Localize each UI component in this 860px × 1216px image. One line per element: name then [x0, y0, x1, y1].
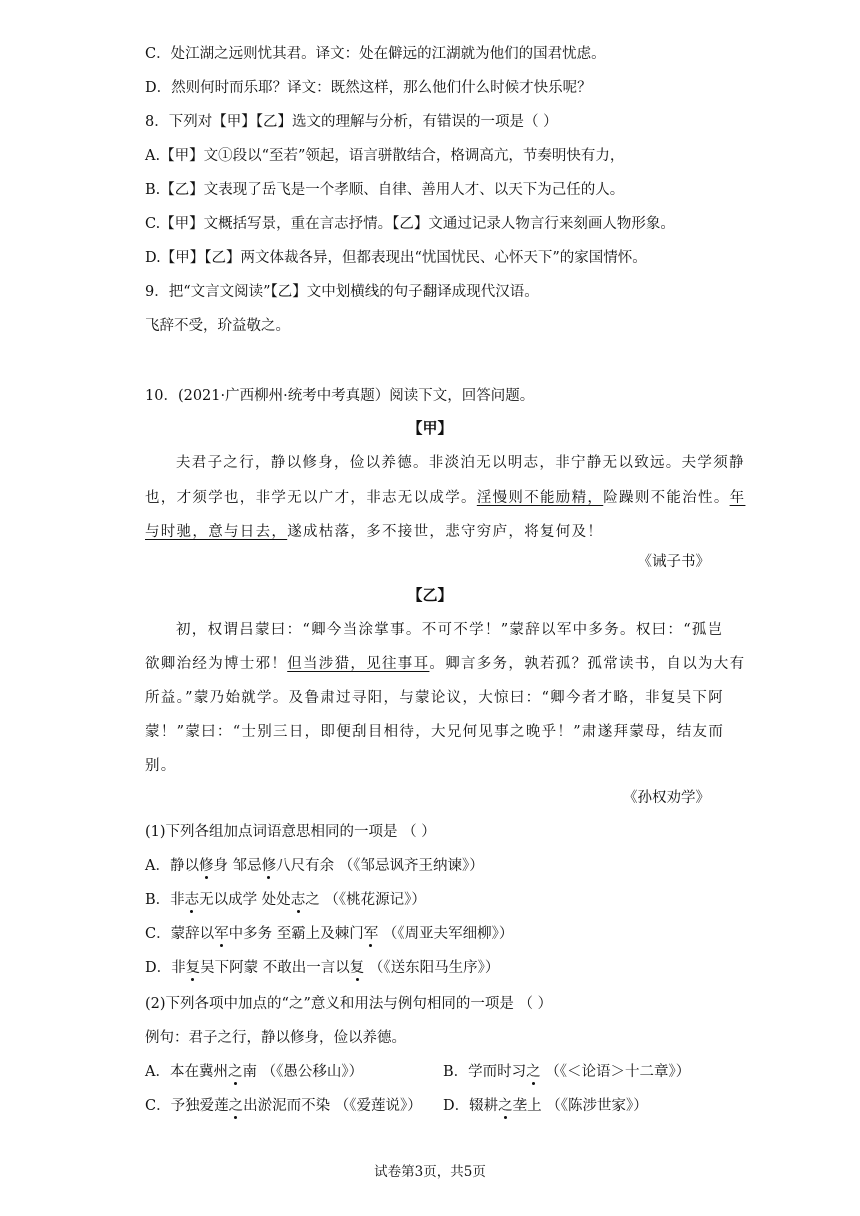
subquestion-2-option-c [145, 1098, 422, 1114]
passage-yi-line-1 [176, 620, 724, 640]
question-8-option-b: B.【乙】文表现了岳飞是一个孝顺、自律、善用人才、以天下为己任的人。 [145, 182, 625, 198]
passage-text: 也，才须学也，非学无以广才，非志无以成学。 [145, 490, 477, 506]
option-text: 出淤泥而不染 （《爱莲说》） [243, 1098, 422, 1114]
passage-text: 险躁则不能治性。 [603, 490, 730, 506]
option-c-prev: C．处江湖之远则忧其君。译文：处在僻远的江湖就为他们的国君忧虑。 [145, 46, 606, 62]
passage-yi-line-5: 别。 [145, 758, 177, 774]
underlined-sentence: 年 [729, 490, 746, 506]
subquestion-2-options-row-2 [145, 1096, 745, 1116]
passage-yi-title: 【乙】 [407, 586, 453, 604]
question-8-stem: 8．下列对【甲】【乙】选文的理解与分析，有错误的一项是（ ） [145, 114, 558, 130]
subquestion-1-option-d [145, 958, 499, 978]
passage-jia-line-2 [145, 488, 745, 508]
option-text: D．非 [145, 960, 186, 976]
subquestion-2-option-b [443, 1062, 690, 1082]
option-text: C．予独爱莲 [145, 1098, 229, 1114]
option-text: 吴下阿蒙 不敢出一言以 [200, 960, 350, 976]
dotted-word: 之 [227, 1064, 243, 1080]
dotted-word: 志 [290, 892, 306, 908]
question-10-stem: 10．(2021·广西柳州·统考中考真题）阅读下文，回答问题。 [145, 388, 535, 404]
dotted-word: 军 [214, 926, 229, 942]
dotted-word: 志 [184, 892, 200, 908]
dotted-word: 之 [228, 1098, 244, 1114]
page-footer: 试卷第3页，共5页 [374, 1164, 486, 1180]
option-text: 垄上 （《陈涉世家》） [512, 1098, 648, 1114]
passage-text: 遂成枯落，多不接世，悲守穷庐，将复何及！ [287, 524, 604, 540]
passage-jia-line-1 [176, 453, 745, 473]
option-text: B．学而时习 [443, 1064, 527, 1080]
option-text: （《周亚夫军细柳》） [378, 926, 514, 942]
question-8-option-a: A.【甲】文①段以“至若”领起，语言骈散结合，格调高亢，节奏明快有力， [145, 148, 625, 164]
dotted-word: 军 [363, 926, 379, 942]
passage-jia-line-3 [145, 522, 603, 542]
passage-yi-source: 《孙权劝学》 [623, 790, 710, 806]
question-9-sentence: 飞辞不受，玠益敬之。 [145, 318, 290, 334]
subquestion-1-option-c [145, 924, 513, 944]
option-text: A．静以 [145, 858, 199, 874]
subquestion-2-option-d [443, 1096, 648, 1116]
subquestion-2-example: 例句：君子之行，静以修身，俭以养德。 [145, 1030, 406, 1046]
option-text: 之 （《桃花源记》） [305, 892, 426, 908]
subquestion-2-options-row-1 [145, 1062, 745, 1082]
dotted-word: 复 [185, 960, 201, 976]
subquestion-2-option-a [145, 1064, 363, 1080]
option-text: 南 （《愚公移山》） [242, 1064, 364, 1080]
subquestion-1-option-b [145, 890, 426, 910]
option-text: （《送东阳马生序》） [364, 960, 500, 976]
question-8-option-d: D.【甲】【乙】两文体裁各异，但都表现出“忧国忧民、心怀天下”的家国情怀。 [145, 250, 647, 266]
option-text: 八尺有余 （《邹忌讽齐王纳谏》） [276, 858, 484, 874]
passage-yi-line-3: 所益。”蒙乃始就学。及鲁肃过寻阳，与蒙论议，大惊曰：“卿今者才略，非复吴下阿 [145, 690, 724, 706]
passage-jia-source: 《诫子书》 [637, 554, 710, 570]
option-d-prev: D．然则何时而乐耶？译文：既然这样，那么他们什么时候才快乐呢？ [145, 80, 592, 96]
dotted-word: 之 [526, 1064, 541, 1080]
question-9-stem: 9．把“文言文阅读”【乙】文中划横线的句子翻译成现代汉语。 [145, 284, 539, 300]
subquestion-2-stem: (2)下列各项中加点的“之”意义和用法与例句相同的一项是 （ ） [145, 996, 553, 1012]
underlined-sentence: 与时驰，意与日去， [145, 524, 288, 540]
passage-yi-line-4: 蒙！”蒙曰：“士别三日，即便刮目相待，大兄何见事之晚乎！”肃遂拜蒙母，结友而 [145, 724, 725, 740]
dotted-word: 之 [498, 1098, 513, 1114]
dotted-word: 修 [198, 858, 214, 874]
passage-text: 夫君子之行，静以修身，俭以养德。非淡泊无以明志，非宁静无以致远。夫学须静 [176, 455, 745, 471]
option-text: 中多务 至霸上及棘门 [228, 926, 364, 942]
option-text: D．辍耕 [443, 1098, 499, 1114]
passage-yi-line-2 [145, 654, 745, 674]
passage-jia-title: 【甲】 [407, 419, 453, 437]
underlined-sentence: 淫慢则不能励精， [476, 490, 604, 506]
subquestion-1-option-a [145, 856, 484, 876]
option-text: （《＜论语＞十二章》） [540, 1064, 691, 1080]
passage-text: 初，权谓吕蒙曰：“卿今当涂掌事。不可不学！”蒙辞以军中多务。权曰：“孤岂 [176, 622, 724, 638]
option-text: 无以成学 处处 [199, 892, 291, 908]
dotted-word: 复 [349, 960, 365, 976]
dotted-word: 修 [261, 858, 277, 874]
option-text: 身 邹忌 [213, 858, 262, 874]
passage-text: 欲卿治经为博士邪！ [145, 656, 288, 672]
question-8-option-c: C.【甲】文概括写景，重在言志抒情。【乙】文通过记录人物言行来刻画人物形象。 [145, 216, 675, 232]
subquestion-1-stem: (1)下列各组加点词语意思相同的一项是 （ ） [145, 824, 436, 840]
option-text: A．本在冀州 [145, 1064, 228, 1080]
passage-text: 。卿言多务，孰若孤？孤常读书，自以为大有 [429, 656, 746, 672]
option-text: B．非 [145, 892, 185, 908]
underlined-sentence: 但当涉猎，见往事耳 [287, 656, 430, 672]
option-text: C．蒙辞以 [145, 926, 215, 942]
